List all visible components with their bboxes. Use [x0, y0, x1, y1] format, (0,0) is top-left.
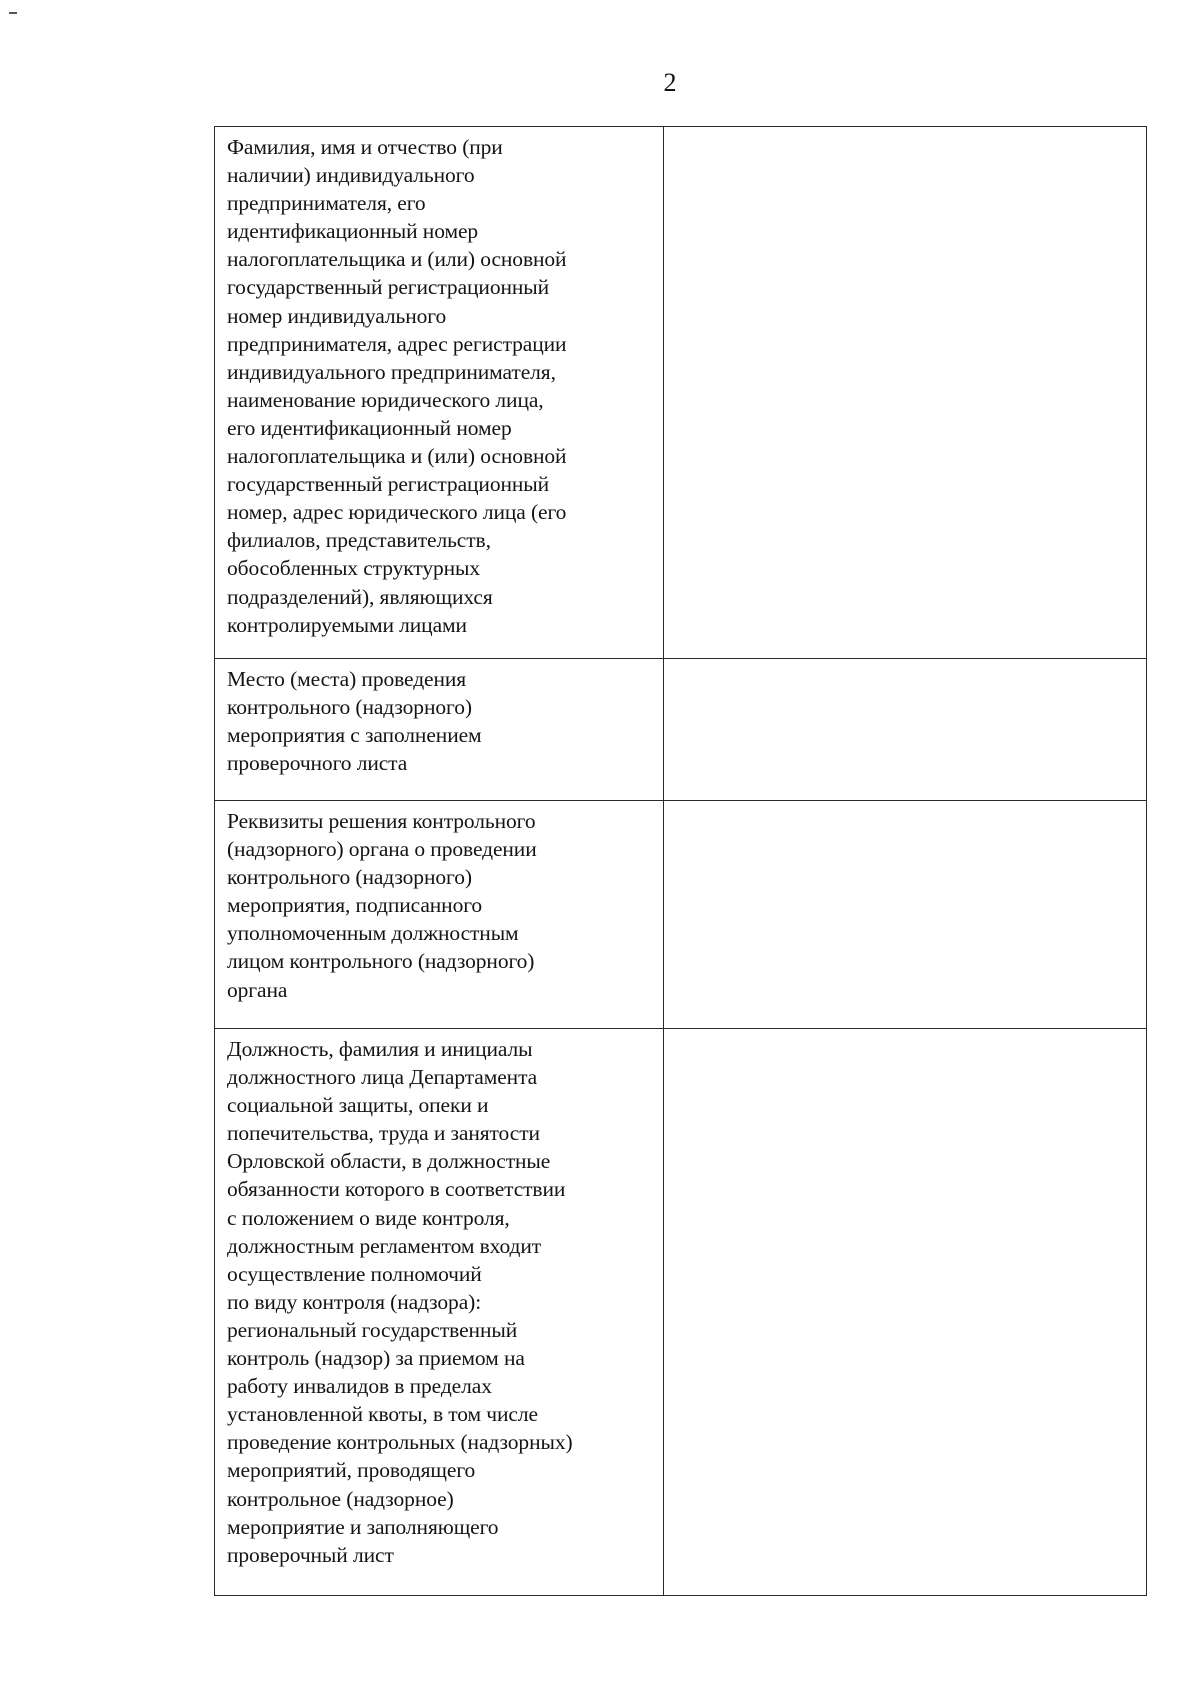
table-row-inspection-place — [215, 659, 1147, 801]
table-row-controlled-persons — [215, 127, 1147, 659]
row-label: Реквизиты решения контрольного (надзорного) органа о проведении контрольного (надзорного) мероприятия, подписанного уполномоченным должностным лицом контрольного (надзорного) органа — [215, 801, 664, 1029]
table-row-official — [215, 1029, 1147, 1596]
row-value — [664, 659, 1147, 801]
checklist-info-table — [214, 126, 1147, 1596]
row-value — [664, 127, 1147, 659]
table-row-decision-details — [215, 801, 1147, 1029]
page-number: 2 — [663, 68, 677, 97]
row-label: Фамилия, имя и отчество (при наличии) индивидуального предпринимателя, его идентификационный номер налогоплательщика и (или) основной государственный регистрационный номер индивидуального предпринимателя, адрес регистрации индивидуального предпринимателя, наименование юридического лица, его идентификационный номер налогоплательщика и (или) основной государственный регистрационный номер, адрес юридического лица (его филиалов, представительств, обособленных структурных подразделений), являющихся контролируемыми лицами — [215, 127, 664, 659]
row-label: Место (места) проведения контрольного (надзорного) мероприятия с заполнением проверочного листа — [215, 659, 664, 801]
row-value — [664, 801, 1147, 1029]
row-value — [664, 1029, 1147, 1596]
row-label: Должность, фамилия и инициалы должностного лица Департамента социальной защиты, опеки и попечительства, труда и занятости Орловской области, в должностные обязанности которого в соответствии с положением о виде контроля, должностным регламентом входит осуществление полномочий по виду контроля (надзора): региональный государственный контроль (надзор) за приемом на работу инвалидов в пределах установленной квоты, в том числе проведение контрольных (надзорных) мероприятий, проводящего контрольное (надзорное) мероприятие и заполняющего проверочный лист — [215, 1029, 664, 1596]
scan-mark — [9, 12, 17, 14]
